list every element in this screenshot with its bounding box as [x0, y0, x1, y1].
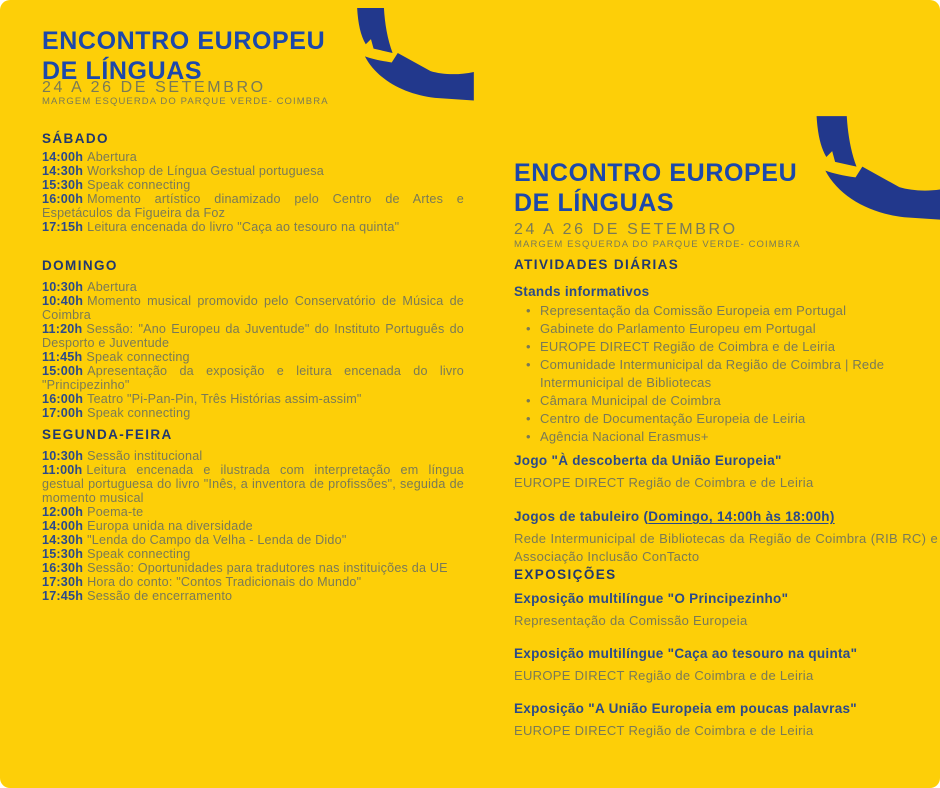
- event-time: 16:00h: [42, 192, 84, 206]
- section-expositions: EXPOSIÇÕES: [514, 567, 617, 582]
- page-title-line2: DE LÍNGUAS: [42, 57, 203, 85]
- list-item: • Gabinete do Parlamento Europeu em Portugal: [514, 320, 938, 338]
- event-row: [42, 150, 464, 164]
- event-text: Momento artístico dinamizado pelo Centro de Artes e Espetáculos da Figueira da Foz: [42, 192, 464, 220]
- event-row: [42, 164, 464, 178]
- day-heading-sunday: DOMINGO: [42, 258, 118, 273]
- event-text: Abertura: [87, 280, 138, 294]
- event-time: 17:45h: [42, 589, 84, 603]
- event-text: Leitura encenada e ilustrada com interpretação em língua gestual portuguesa do livro "Inês, a inventora de profissões", seguida de momento musical: [42, 463, 464, 505]
- event-dates: 24 A 26 DE SETEMBRO: [42, 79, 266, 96]
- event-time: 10:30h: [42, 449, 84, 463]
- section-daily-activities: ATIVIDADES DIÁRIAS: [514, 257, 680, 272]
- board-games-heading-schedule: Domingo, 14:00h às 18:00h): [648, 509, 835, 524]
- event-time: 11:00h: [42, 463, 83, 477]
- event-time: 14:00h: [42, 150, 84, 164]
- list-item: • Agência Nacional Erasmus+: [514, 428, 938, 446]
- page-title: [42, 26, 464, 86]
- event-time: 16:30h: [42, 561, 84, 575]
- activities-panel: [514, 0, 938, 788]
- event-time: 10:40h: [42, 294, 84, 308]
- event-row: [42, 220, 464, 234]
- event-text: Speak connecting: [87, 406, 191, 420]
- day-heading-saturday: SÁBADO: [42, 131, 109, 146]
- board-games-heading: [514, 509, 938, 524]
- event-row: [42, 547, 464, 561]
- event-text: Abertura: [87, 150, 138, 164]
- event-text: Momento musical promovido pelo Conservatório de Música de Coimbra: [42, 294, 464, 322]
- board-games-organizer: Rede Intermunicipal de Bibliotecas da Região de Coimbra (RIB RC) e Associação Inclusão ConTacto: [514, 531, 938, 564]
- event-row: [42, 449, 464, 463]
- program-panel: [42, 0, 464, 788]
- day-heading-monday: SEGUNDA-FEIRA: [42, 427, 173, 442]
- event-time: 17:30h: [42, 575, 84, 589]
- event-text: Sessão de encerramento: [87, 589, 233, 603]
- event-dates: 24 A 26 DE SETEMBRO: [514, 221, 738, 238]
- day-events-monday: [42, 449, 464, 603]
- list-item: • Centro de Documentação Europeia de Leiria: [514, 410, 938, 428]
- event-text: Leitura encenada do livro "Caça ao tesouro na quinta": [87, 220, 400, 234]
- event-row: [42, 505, 464, 519]
- list-item: • EUROPE DIRECT Região de Coimbra e de Leiria: [514, 338, 938, 356]
- event-text: Speak connecting: [86, 350, 190, 364]
- game-organizer: EUROPE DIRECT Região de Coimbra e de Leiria: [514, 475, 814, 490]
- event-time: 15:00h: [42, 364, 84, 378]
- board-games-heading-prefix: Jogos de tabuleiro (: [514, 509, 649, 524]
- event-row: [42, 575, 464, 589]
- event-row: [42, 294, 464, 322]
- exposition-heading: Exposição multilíngue "Caça ao tesouro na quinta": [514, 646, 858, 661]
- event-location: MARGEM ESQUERDA DO PARQUE VERDE- COIMBRA: [514, 239, 801, 250]
- event-text: "Lenda do Campo da Velha - Lenda de Dido": [87, 533, 347, 547]
- event-row: [42, 178, 464, 192]
- event-row: [42, 322, 464, 350]
- event-text: Sessão: Oportunidades para tradutores nas instituições da UE: [87, 561, 448, 575]
- event-time: 11:20h: [42, 322, 83, 336]
- page-title: [514, 158, 938, 218]
- exposition-organizer: Representação da Comissão Europeia: [514, 613, 748, 628]
- day-events-sunday: [42, 280, 464, 420]
- event-time: 11:45h: [42, 350, 83, 364]
- stands-heading: Stands informativos: [514, 284, 650, 299]
- event-time: 17:00h: [42, 406, 84, 420]
- event-row: [42, 519, 464, 533]
- event-row: [42, 463, 464, 505]
- exposition-heading: Exposição "A União Europeia em poucas palavras": [514, 701, 858, 716]
- page-title-line1: ENCONTRO EUROPEU: [42, 27, 326, 55]
- event-text: Apresentação da exposição e leitura encenada do livro "Principezinho": [42, 364, 464, 392]
- event-time: 14:00h: [42, 519, 84, 533]
- event-time: 14:30h: [42, 164, 84, 178]
- event-text: Speak connecting: [87, 178, 191, 192]
- event-row: [42, 364, 464, 392]
- event-text: Hora do conto: "Contos Tradicionais do Mundo": [87, 575, 362, 589]
- event-location: MARGEM ESQUERDA DO PARQUE VERDE- COIMBRA: [42, 96, 329, 107]
- exposition-heading: Exposição multilíngue "O Principezinho": [514, 591, 789, 606]
- event-time: 17:15h: [42, 220, 84, 234]
- event-row: [42, 533, 464, 547]
- event-text: Sessão: "Ano Europeu da Juventude" do Instituto Português do Desporto e Juventude: [42, 322, 464, 350]
- event-time: 12:00h: [42, 505, 84, 519]
- event-row: [42, 350, 464, 364]
- event-row: [42, 280, 464, 294]
- event-text: Workshop de Língua Gestual portuguesa: [87, 164, 324, 178]
- list-item: • Representação da Comissão Europeia em Portugal: [514, 302, 938, 320]
- event-row: [42, 561, 464, 575]
- event-row: [42, 192, 464, 220]
- event-text: Speak connecting: [87, 547, 191, 561]
- event-row: [42, 406, 464, 420]
- day-events-saturday: [42, 150, 464, 234]
- event-text: Europa unida na diversidade: [87, 519, 253, 533]
- page-title-line2: DE LÍNGUAS: [514, 189, 675, 217]
- page-title-line1: ENCONTRO EUROPEU: [514, 159, 798, 187]
- event-text: Sessão institucional: [87, 449, 203, 463]
- event-time: 15:30h: [42, 178, 84, 192]
- list-item: • Comunidade Intermunicipal da Região de Coimbra | Rede Intermunicipal de Bibliotecas: [514, 356, 938, 392]
- event-time: 16:00h: [42, 392, 84, 406]
- event-row: [42, 589, 464, 603]
- game-heading: Jogo "À descoberta da União Europeia": [514, 453, 782, 468]
- exposition-organizer: EUROPE DIRECT Região de Coimbra e de Leiria: [514, 723, 814, 738]
- event-time: 15:30h: [42, 547, 84, 561]
- event-text: Teatro "Pi-Pan-Pin, Três Histórias assim-assim": [87, 392, 362, 406]
- event-text: Poema-te: [87, 505, 144, 519]
- exposition-organizer: EUROPE DIRECT Região de Coimbra e de Leiria: [514, 668, 814, 683]
- event-time: 14:30h: [42, 533, 84, 547]
- event-time: 10:30h: [42, 280, 84, 294]
- stands-list: [514, 302, 938, 446]
- event-row: [42, 392, 464, 406]
- list-item: • Câmara Municipal de Coimbra: [514, 392, 938, 410]
